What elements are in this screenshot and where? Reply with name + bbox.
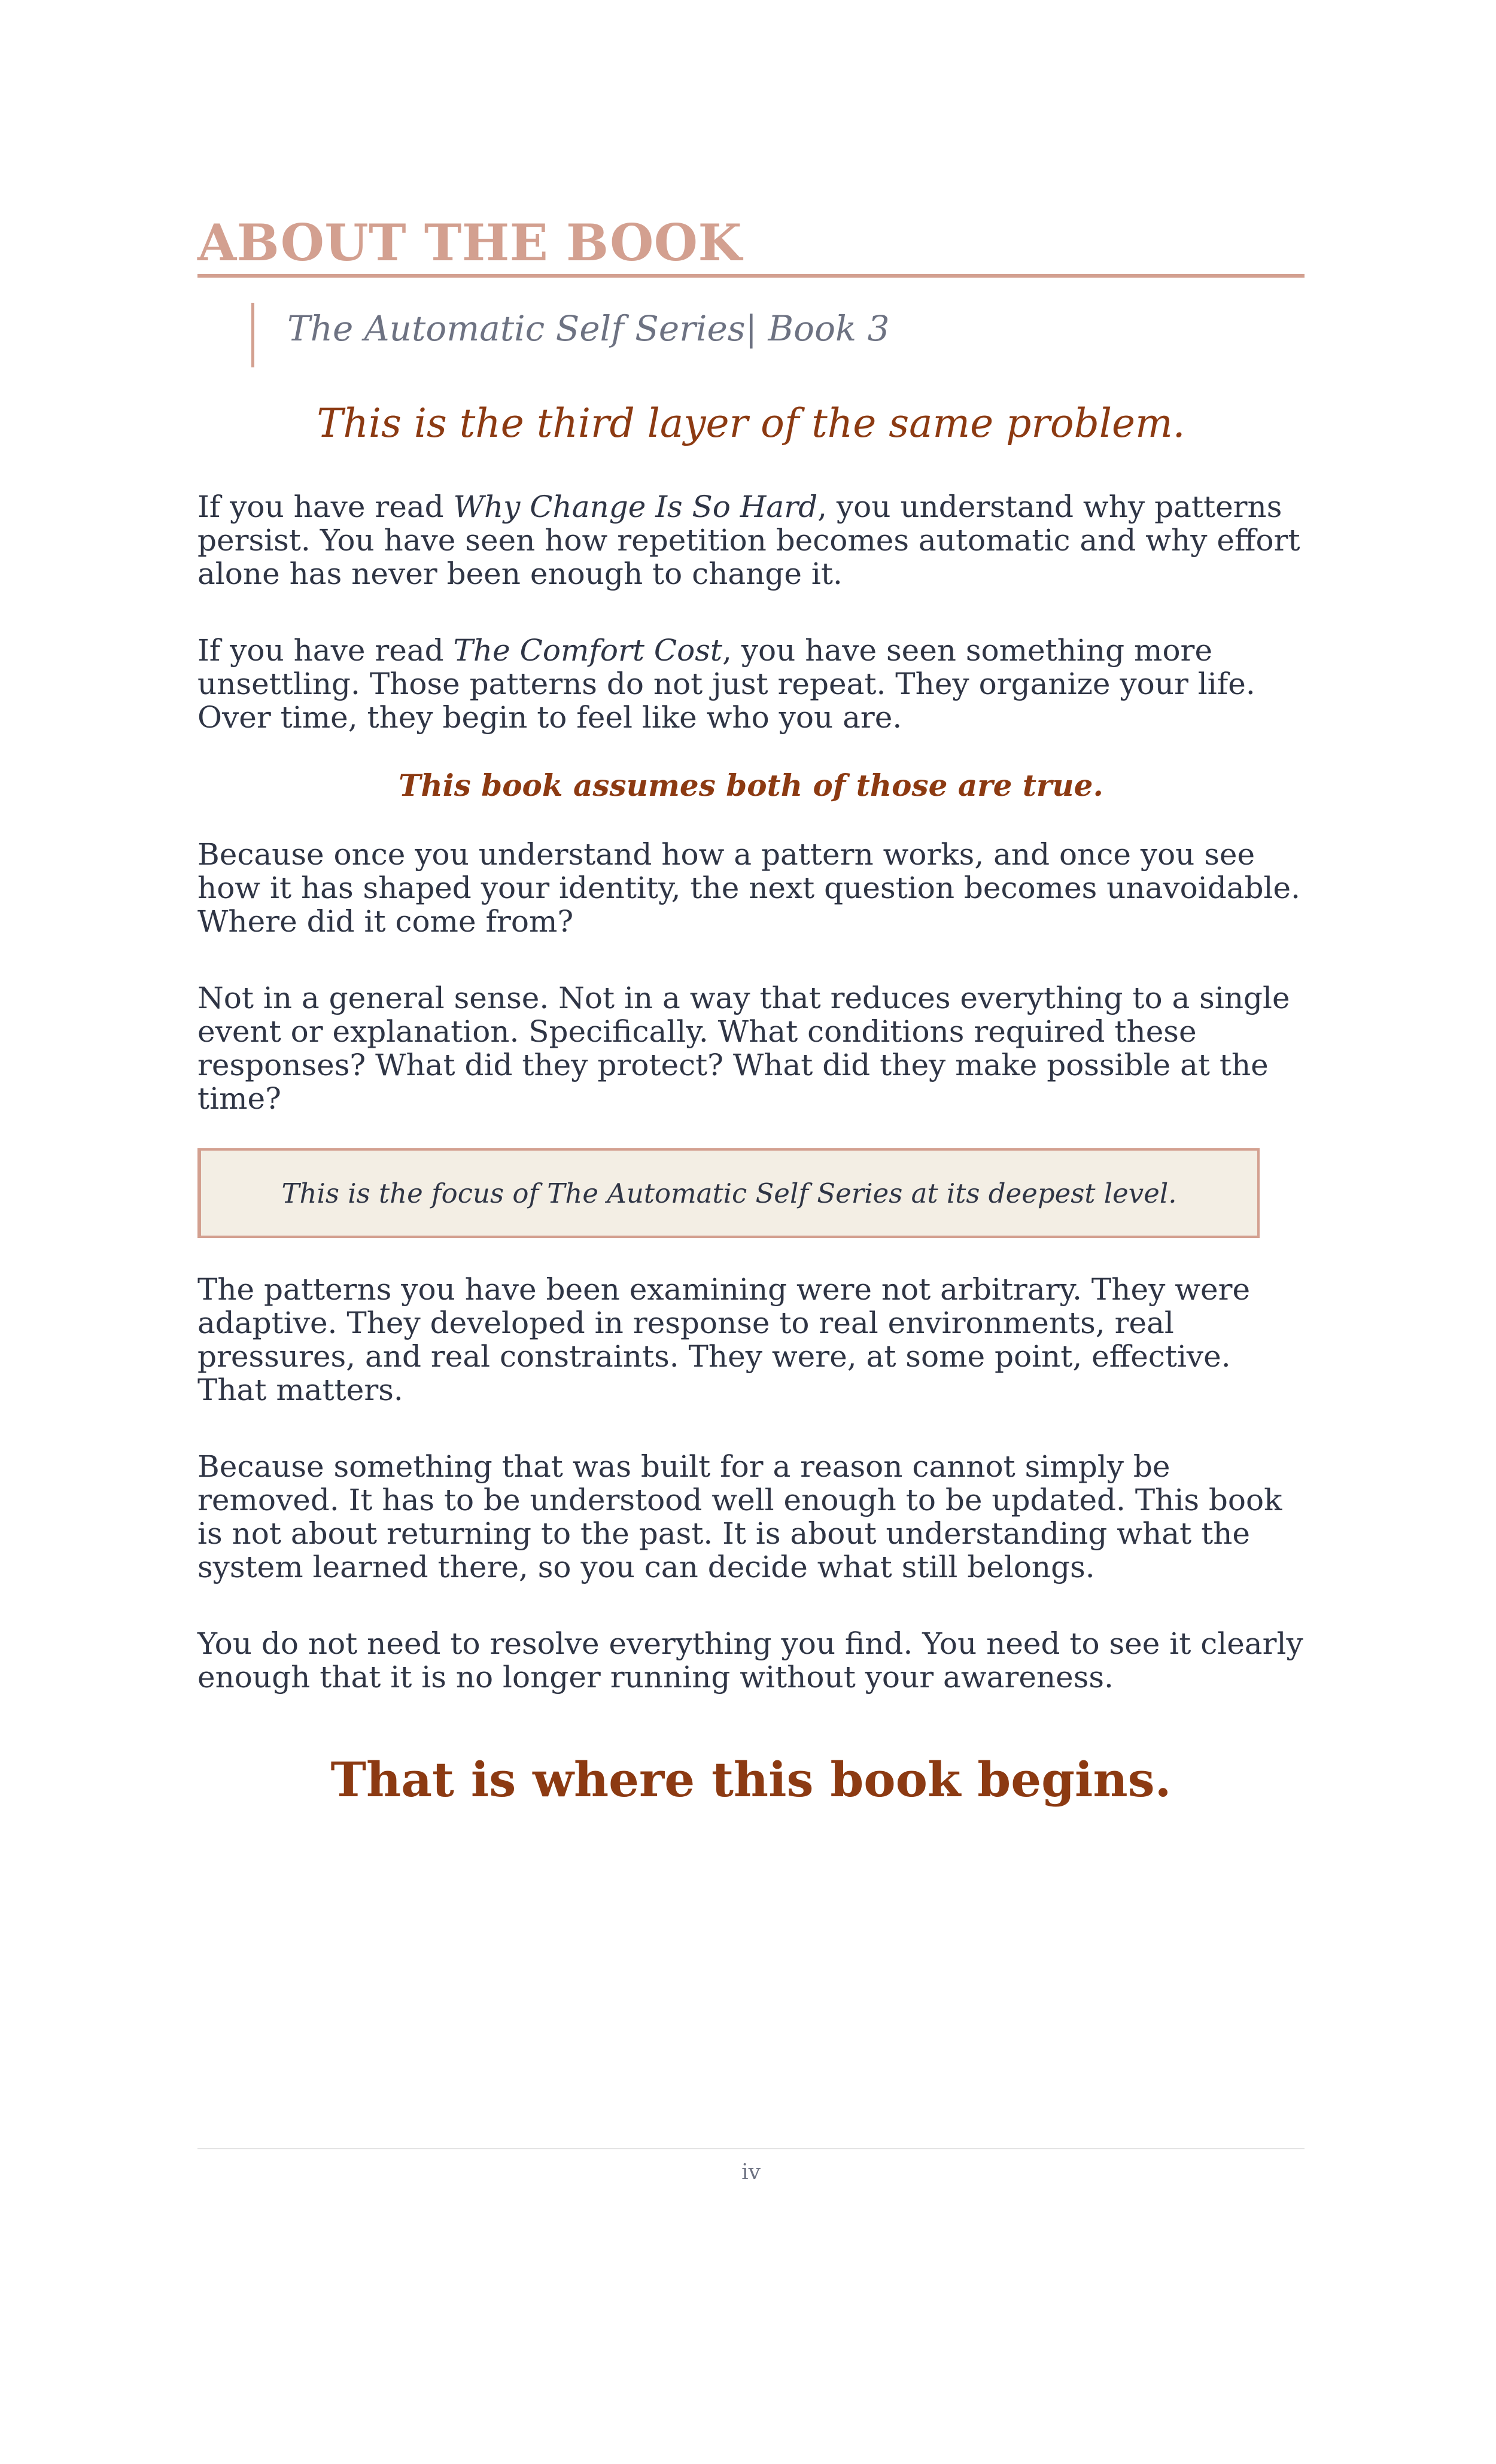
series-subtitle: The Automatic Self Series| Book 3 [287,308,890,349]
paragraph-2-suffix: , you have seen something more unsettling. Those patterns do not just repeat. They organize your life. Over time, they begin to feel like who you are. [197,633,1255,735]
closing-statement: That is where this book begins. [330,1751,1172,1808]
paragraph-1-suffix: , you understand why patterns persist. You have seen how repetition becomes automatic and why effort alone has never been enough to change it. [197,489,1300,592]
book-title-why-change: Why Change Is So Hard [453,489,818,525]
page-title: ABOUT THE BOOK [197,213,742,272]
paragraph-1 [197,490,1305,591]
series-subtitle-block [251,303,1305,367]
paragraph-7: You do not need to resolve everything you find. You need to see it clearly enough that it is no longer running without your awareness. [197,1626,1303,1695]
page-number: iv [741,2160,761,2185]
paragraph-4: Not in a general sense. Not in a way that reduces everything to a single event or explanation. Specifically. What conditions required these responses? What did they protect? What did they make possible at the time? [197,981,1290,1117]
focus-callout [197,1148,1260,1238]
book-title-comfort-cost: The Comfort Cost [453,633,722,668]
paragraph-2 [197,634,1305,734]
page-content [197,215,1305,1808]
focus-callout-text: This is the focus of The Automatic Self Series at its deepest level. [281,1177,1177,1209]
paragraph-6: Because something that was built for a reason cannot simply be removed. It has to be understood well enough to be updated. This book is not about returning to the past. It is about understanding what the system learned there, so you can decide what still belongs. [197,1449,1282,1585]
title-divider [197,274,1305,278]
paragraph-3: Because once you understand how a pattern works, and once you see how it has shaped your identity, the next question becomes unavoidable. Where did it come from? [197,837,1301,939]
paragraph-2-prefix: If you have read [197,633,454,668]
footer-divider [197,2148,1305,2149]
paragraph-1-prefix: If you have read [197,489,454,525]
lead-statement: This is the third layer of the same problem. [317,400,1185,447]
paragraph-5: The patterns you have been examining were not arbitrary. They were adaptive. They developed in response to real environments, real pressures, and real constraints. They were, at some point, effective. That matters. [197,1272,1251,1408]
assumption-statement: This book assumes both of those are true. [399,768,1103,804]
